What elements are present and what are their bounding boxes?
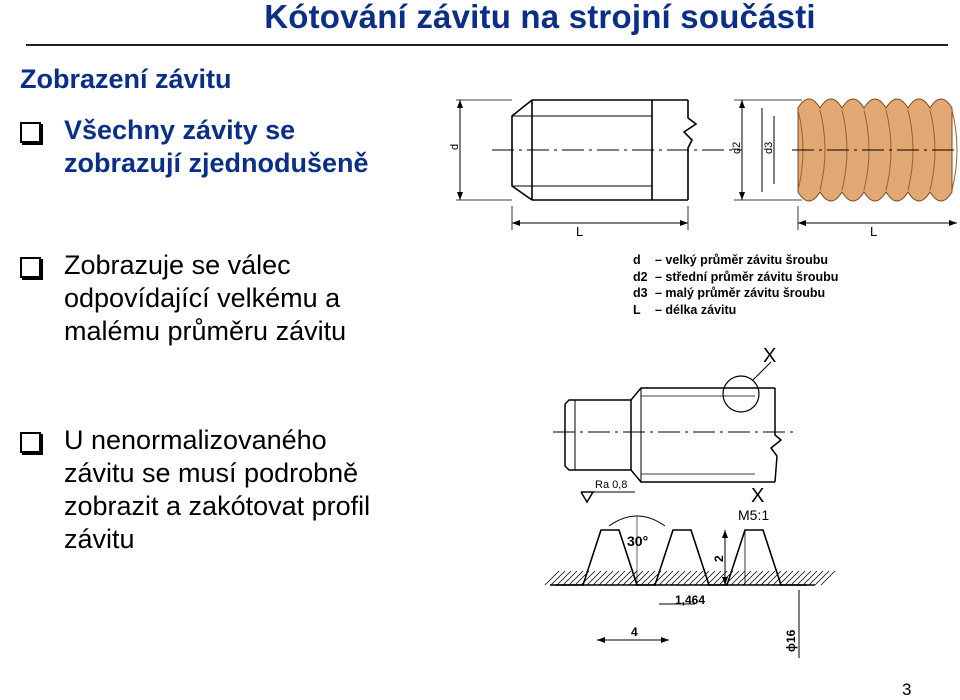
bullet-1-text [64, 114, 369, 180]
legend [633, 252, 838, 318]
bullet-1-line-1: Všechny závity se [64, 115, 296, 145]
thread-profile-illustration [792, 99, 957, 201]
checkbox-bullet-icon [20, 257, 41, 278]
bullet-2-line-3: malému průměru závitu [64, 316, 347, 346]
depth-label: 2 [712, 555, 726, 562]
bullet-2-line-2: odpovídající velkému a [64, 283, 341, 313]
bullet-3-line-2: závitu se musí podrobně [64, 458, 359, 488]
subheading: Zobrazení závitu [20, 64, 232, 94]
legend-row-L: L – délka závitu [633, 302, 737, 317]
thread-simplified-drawing [449, 88, 960, 248]
bullet-1-line-2: zobrazují zjednodušeně [64, 148, 369, 178]
legend-row-d2: d2 – střední průměr závitu šroubu [633, 269, 839, 284]
label-d3: d3 [763, 141, 775, 154]
scale-label: M5:1 [738, 507, 770, 523]
detail-label-x: X [751, 485, 765, 507]
label-L-left: L [576, 224, 584, 239]
label-d: d [449, 143, 461, 150]
detail-label-x-top: X [763, 345, 777, 367]
checkbox-bullet-icon [20, 122, 41, 143]
pitch-label: 4 [631, 625, 638, 639]
checkbox-bullet-icon [20, 432, 41, 453]
label-L-right: L [870, 224, 878, 239]
bullet-3-line-4: závitu [64, 524, 135, 554]
thread-profile-detail-drawing [545, 340, 820, 660]
page-number: 3 [902, 680, 912, 699]
bullet-2-line-1: Zobrazuje se válec [64, 250, 291, 280]
roughness-label: Ra 0,8 [595, 479, 628, 491]
bullet-3-line-3: zobrazit a zakótovat profil [64, 491, 371, 521]
legend-row-d: d – velký průměr závitu šroubu [633, 253, 828, 267]
label-d2: d2 [731, 141, 743, 154]
bullet-2-text [64, 249, 346, 348]
legend-row-d3: d3 – malý průměr závitu šroubu [633, 286, 826, 300]
title-underline [26, 44, 948, 46]
bullet-3-text [64, 424, 370, 556]
diameter-label: ϕ16 [784, 629, 798, 652]
angle-label: 30° [627, 533, 649, 549]
width-label: 1,464 [675, 593, 706, 607]
bullet-3-line-1: U nenormalizovaného [64, 425, 327, 455]
page-title: Kótování závitu na strojní součásti [264, 0, 816, 35]
